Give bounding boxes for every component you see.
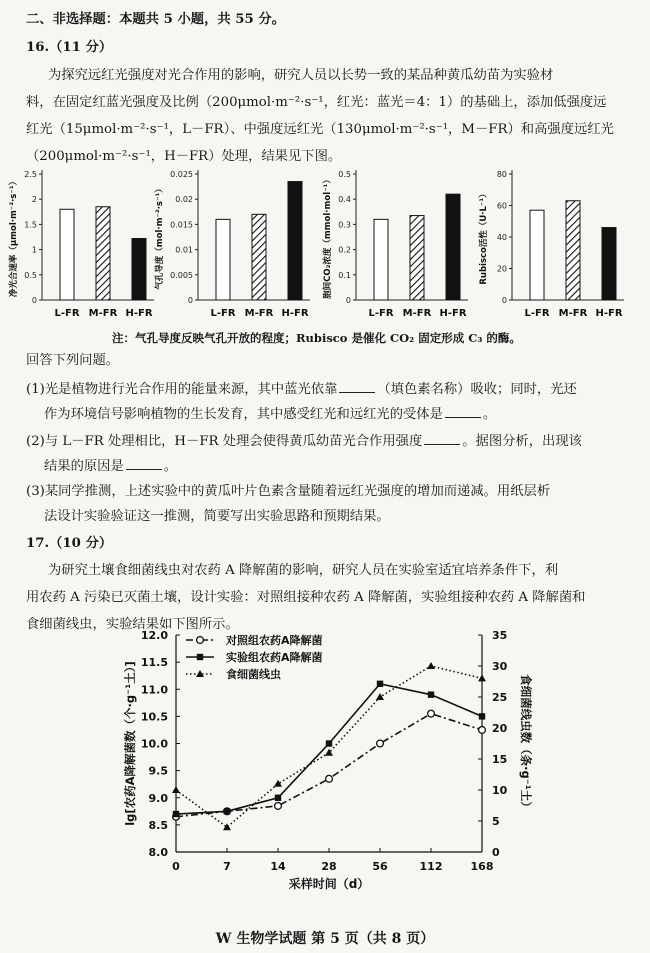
data-point (479, 713, 485, 719)
left-y-axis-label: lg[农药A降解菌数（个·g⁻¹土）] (123, 661, 137, 826)
bar (410, 216, 424, 300)
bar (96, 207, 110, 300)
x-tick-label: 0 (172, 860, 180, 873)
y-tick-label: 1.5 (24, 220, 37, 230)
x-tick-label: M-FR (558, 308, 588, 319)
y-tick-label: 60 (496, 201, 507, 211)
x-tick-label: 56 (372, 860, 388, 873)
x-tick-label: H-FR (125, 308, 153, 319)
legend-marker (197, 654, 203, 660)
sub-question-3: (3)某同学推测，上述实验中的黄瓜叶片色素含量随着远红光强度的增加而递减。用纸层析 (26, 484, 551, 499)
x-tick-label: L-FR (54, 308, 80, 319)
y-tick-label: 0.3 (338, 220, 351, 230)
data-point (275, 802, 282, 809)
x-tick-label: L-FR (524, 308, 550, 319)
data-point (274, 780, 282, 787)
y-axis-label: Rubisco活性（U·L⁻¹） (479, 189, 489, 285)
y-tick-label: 40 (496, 233, 507, 242)
x-tick-label: H-FR (595, 308, 623, 319)
y-tick-label: 0 (501, 296, 507, 305)
q17-intro-line: 食细菌线虫，实验结果如下图所示。 (26, 617, 239, 632)
y-tick-label: 0.015 (170, 220, 193, 230)
y-tick-label: 0.5 (338, 170, 351, 179)
answer-blank[interactable] (424, 432, 460, 445)
data-point (223, 823, 231, 830)
y-tick-label: 20 (496, 264, 507, 274)
right-y-tick-label: 25 (492, 691, 508, 704)
data-point (377, 740, 384, 747)
section-title: 二、非选择题：本题共 5 小题，共 55 分。 (26, 12, 286, 27)
y-axis-label: 净光合速率（μmol·m⁻²·s⁻¹） (9, 176, 19, 298)
x-tick-label: 14 (270, 860, 286, 873)
data-point (325, 749, 333, 756)
data-point (275, 795, 281, 801)
q17-intro-line: 用农药 A 污染已灭菌土壤，设计实验：对照组接种农药 A 降解菌，实验组接种农药 A 降解菌和 (26, 590, 586, 605)
x-tick-label: M-FR (402, 308, 432, 319)
legend-label: 实验组农药A降解菌 (226, 651, 323, 664)
q16-intro-line: 为探究远红光强度对光合作用的影响，研究人员以长势一致的某品种黄瓜幼苗为实验材 (48, 68, 554, 83)
y-tick-label: 0.005 (170, 270, 193, 280)
bar (530, 210, 544, 300)
y-axis-label: 胞间CO₂浓度（mmol·mol⁻¹） (323, 175, 333, 299)
bar (446, 194, 460, 300)
q16-intro-line: 红光（15μmol·m⁻²·s⁻¹，L－FR）、中强度远红光（130μmol·m⁻²·s⁻¹，M－FR）和高强度远红光 (26, 122, 614, 137)
left-y-tick-label: 11.0 (140, 683, 168, 697)
y-tick-label: 0.025 (170, 170, 193, 179)
answer-blank[interactable] (126, 457, 162, 470)
sub-question-2: (2)与 L－FR 处理相比，H－FR 处理会使得黄瓜幼苗光合作用强度 。据图分析，出现该 (26, 434, 582, 449)
y-tick-label: 0.2 (338, 245, 351, 255)
y-tick-label: 0 (31, 296, 37, 305)
q16-intro-line: （200μmol·m⁻²·s⁻¹，H－FR）处理，结果见下图。 (26, 149, 342, 164)
data-point (376, 693, 384, 700)
sub-question-1-cont: 作为环境信号影响植物的生长发育，其中感受红光和远红光的受体是 。 (44, 407, 497, 422)
figure-note: 注：气孔导度反映气孔开放的程度；Rubisco 是催化 CO₂ 固定形成 C₃ 的酶。 (112, 331, 521, 345)
x-tick-label: 28 (321, 860, 337, 873)
right-y-axis-label: 食细菌线虫数（条·g⁻¹土） (519, 674, 533, 813)
y-tick-label: 2.5 (24, 170, 37, 179)
left-y-tick-label: 10.0 (140, 737, 168, 751)
q17-intro-line: 为研究土壤食细菌线虫对农药 A 降解菌的影响，研究人员在实验室适宜培养条件下，利 (48, 563, 559, 578)
data-point (173, 811, 179, 817)
bar (252, 214, 266, 300)
left-y-tick-label: 12.0 (140, 630, 168, 642)
right-y-tick-label: 30 (492, 660, 508, 673)
x-tick-label: L-FR (368, 308, 394, 319)
data-point (478, 674, 486, 681)
data-point (224, 808, 230, 814)
bar (132, 239, 146, 300)
data-point (326, 740, 332, 746)
x-tick-label: M-FR (244, 308, 274, 319)
y-tick-label: 0.01 (175, 245, 193, 255)
sub-question-1: (1)光是植物进行光合作用的能量来源，其中蓝光依靠 （填色素名称）吸收；同时，光还 (26, 382, 577, 397)
data-point (326, 775, 333, 782)
y-tick-label: 0 (187, 296, 193, 305)
bar (60, 209, 74, 300)
y-tick-label: 0.1 (338, 270, 351, 280)
left-y-tick-label: 10.5 (140, 710, 168, 724)
bar (374, 219, 388, 300)
data-point (479, 727, 486, 734)
series-line (176, 714, 482, 817)
q17-header: 17.（10 分） (26, 536, 113, 551)
legend-label: 食细菌线虫 (226, 668, 281, 681)
left-y-tick-label: 8.0 (148, 846, 168, 859)
left-y-tick-label: 8.5 (148, 818, 168, 832)
x-tick-label: H-FR (439, 308, 467, 319)
q16-header: 16.（11 分） (26, 40, 113, 55)
y-tick-label: 0.4 (338, 195, 351, 205)
left-y-tick-label: 9.5 (148, 764, 168, 778)
y-tick-label: 2 (31, 195, 37, 205)
y-tick-label: 0.5 (24, 270, 37, 280)
right-y-tick-label: 20 (492, 722, 508, 735)
right-y-tick-label: 0 (492, 846, 500, 859)
answer-prompt: 回答下列问题。 (26, 353, 120, 368)
x-tick-label: 168 (470, 860, 494, 873)
left-y-tick-label: 9.0 (148, 791, 168, 805)
bar (216, 219, 230, 300)
data-point (172, 786, 180, 793)
y-tick-label: 0 (345, 296, 351, 305)
data-point (428, 691, 434, 697)
data-point (427, 662, 435, 669)
y-axis-label: 气孔导度（mol·m⁻²·s⁻¹） (155, 184, 165, 290)
x-tick-label: 112 (419, 860, 443, 873)
legend-label: 对照组农药A降解菌 (226, 634, 323, 647)
bar (566, 201, 580, 300)
right-y-tick-label: 35 (492, 630, 508, 642)
x-tick-label: 7 (223, 860, 231, 873)
x-axis-label: 采样时间（d） (288, 877, 370, 890)
right-y-tick-label: 15 (492, 753, 508, 766)
x-tick-label: L-FR (210, 308, 236, 319)
sub-question-2-cont: 结果的原因是 。 (44, 459, 178, 474)
line-chart (0, 630, 650, 890)
left-y-tick-label: 11.5 (140, 656, 168, 670)
y-tick-label: 0.02 (175, 195, 193, 205)
bar (602, 228, 616, 300)
y-tick-label: 80 (496, 170, 507, 179)
right-y-tick-label: 5 (492, 815, 500, 828)
y-tick-label: 1 (31, 245, 37, 255)
bar-charts (0, 160, 650, 330)
answer-blank[interactable] (339, 380, 375, 393)
data-point (377, 681, 383, 687)
page-footer: W 生物学试题 第 5 页（共 8 页） (215, 931, 435, 947)
x-tick-label: M-FR (88, 308, 118, 319)
sub-question-3-cont: 法设计实验验证这一推测，简要写出实验思路和预期结果。 (44, 509, 390, 524)
x-tick-label: H-FR (281, 308, 309, 319)
data-point (428, 710, 435, 717)
right-y-tick-label: 10 (492, 784, 508, 797)
legend-marker (197, 637, 204, 644)
bar (288, 182, 302, 300)
q16-intro-line: 料，在固定红蓝光强度及比例（200μmol·m⁻²·s⁻¹，红光：蓝光＝4：1）的基础上，添加低强度远 (26, 95, 607, 110)
answer-blank[interactable] (445, 405, 481, 418)
